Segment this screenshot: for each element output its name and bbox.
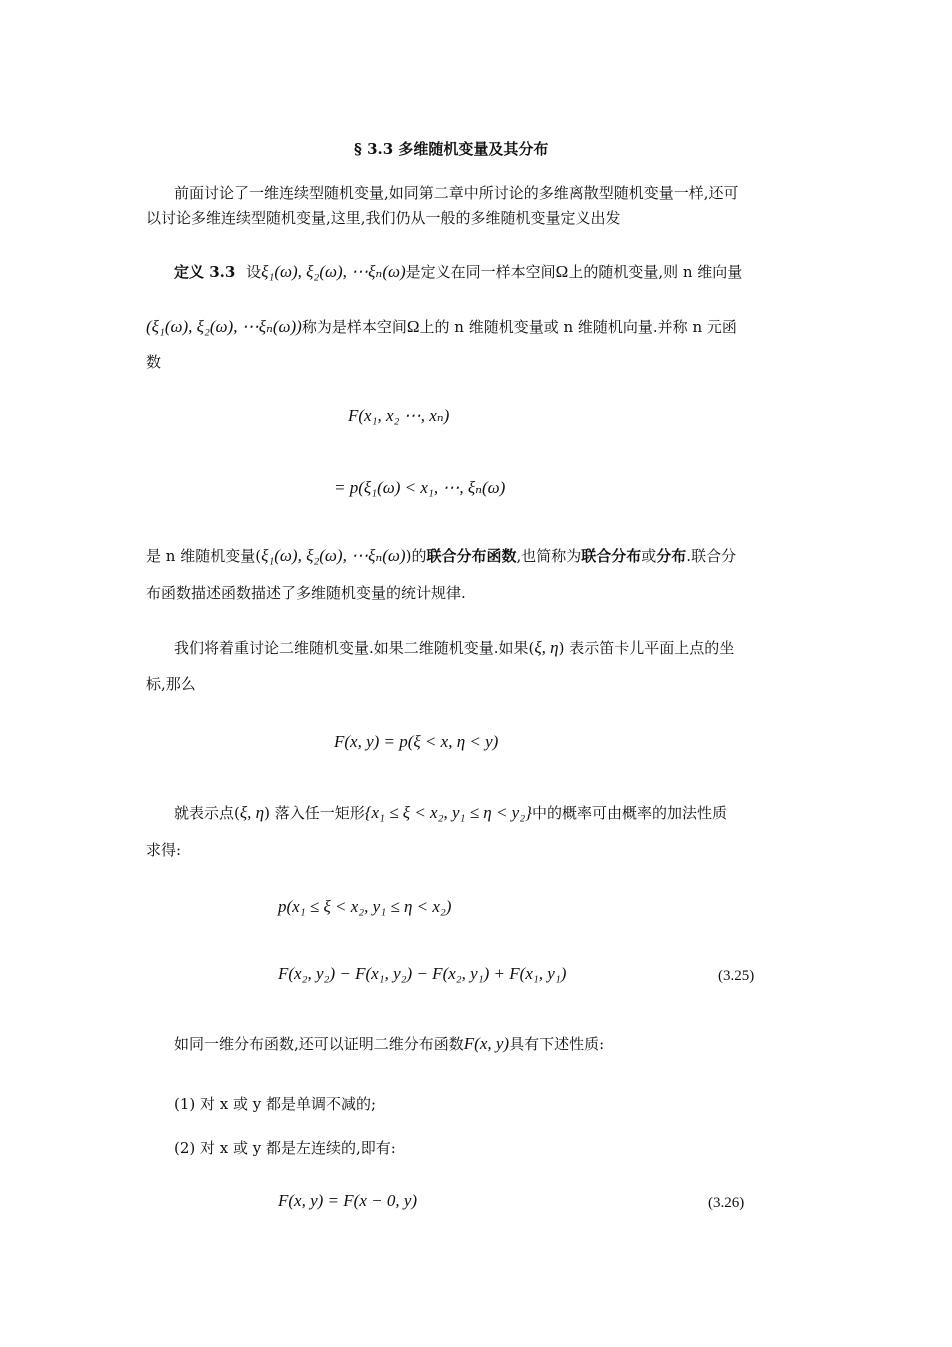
random-variables-formula: ξ₁(ω), ξ₂(ω), ⋯ξₙ(ω) — [261, 262, 406, 281]
paragraph-joint-line-1 — [146, 546, 736, 566]
paragraph-2d-line-2: 标,那么 — [146, 675, 196, 693]
omega-symbol: Ω — [406, 317, 420, 336]
text-span: 是 n 维随机变量( — [146, 547, 262, 565]
equation-rectangle-probability-expansion: F(x₂, y₂) − F(x₁, y₂) − F(x₂, y₁) + F(x₁, y₁) — [278, 964, 567, 983]
paragraph-intro-line-2: 以讨论多维连续型随机变量,这里,我们仍从一般的多维随机变量定义出发 — [146, 209, 621, 227]
omega-symbol: Ω — [555, 262, 569, 281]
rectangle-set-formula: {x₁ ≤ ξ < x₂, y₁ ≤ η < y₂} — [364, 803, 532, 822]
definition-text: 是定义在同一样本空间 — [405, 263, 556, 281]
equation-2d-cdf: F(x, y) = p(ξ < x, η < y) — [334, 732, 499, 751]
term-joint-distribution: 联合分布 — [581, 547, 642, 565]
equation-joint-cdf: F(x₁, x₂ ⋯, xₙ) — [348, 406, 450, 425]
term-joint-distribution-function: 联合分布函数 — [426, 547, 517, 565]
property-item-2: (2) 对 x 或 y 都是左连续的,即有: — [174, 1139, 396, 1157]
paragraph-intro-line-1: 前面讨论了一维连续型随机变量,如同第二章中所讨论的多维离散型随机变量一样,还可 — [174, 184, 739, 202]
text-span: 就表示点( — [174, 804, 240, 822]
text-span: 如同一维分布函数,还可以证明二维分布函数 — [174, 1035, 464, 1053]
paragraph-2d-line-1 — [174, 638, 734, 658]
equation-rectangle-probability: p(x₁ ≤ ξ < x₂, y₁ ≤ η < x₂) — [278, 897, 452, 916]
equation-joint-cdf-definition: = p(ξ₁(ω) < x₁, ⋯, ξₙ(ω) — [334, 478, 506, 497]
definition-label: 定义 3.3 — [174, 263, 236, 281]
text-span: 中的概率可由概率的加法性质 — [531, 804, 727, 822]
paragraph-rectangle-line-1 — [174, 803, 727, 823]
f-x-y-formula: F(x, y) — [463, 1034, 510, 1053]
definition-text: 上的随机变量,则 n 维向量 — [568, 263, 743, 281]
text-span: )的 — [405, 547, 427, 565]
text-span: 具有下述性质: — [509, 1035, 605, 1053]
definition-line-1 — [174, 262, 742, 282]
definition-line-2 — [146, 317, 737, 337]
text-span: .联合分 — [686, 547, 737, 565]
text-span: 或 — [641, 547, 657, 565]
xi-eta-pair: ξ, η — [534, 638, 559, 657]
equation-number-3-26: (3.26) — [708, 1195, 745, 1211]
definition-text: 称为是样本空间 — [301, 318, 407, 336]
text-span: ,也简称为 — [516, 547, 582, 565]
definition-text: 设 — [246, 263, 262, 281]
equation-number-3-25: (3.25) — [718, 968, 755, 984]
text-span: ) 表示笛卡儿平面上点的坐 — [558, 639, 735, 657]
term-distribution: 分布 — [656, 547, 687, 565]
paragraph-rectangle-line-2: 求得: — [146, 841, 182, 859]
xi-eta-pair: ξ, η — [239, 803, 265, 822]
equation-left-continuity: F(x, y) = F(x − 0, y) — [278, 1191, 418, 1210]
property-item-1: (1) 对 x 或 y 都是单调不减的; — [174, 1095, 377, 1113]
text-span: 我们将着重讨论二维随机变量.如果二维随机变量.如果( — [174, 639, 535, 657]
text-span: ) 落入任一矩形 — [264, 804, 365, 822]
random-vector-formula: (ξ₁(ω), ξ₂(ω), ⋯ξₙ(ω)) — [146, 317, 302, 336]
random-vector-formula: ξ₁(ω), ξ₂(ω), ⋯ξₙ(ω) — [261, 546, 406, 565]
definition-text: 上的 n 维随机变量或 n 维随机向量.并称 n 元函 — [419, 318, 737, 336]
paragraph-properties — [174, 1034, 604, 1054]
paragraph-joint-line-2: 布函数描述函数描述了多维随机变量的统计规律. — [146, 584, 466, 602]
definition-line-3: 数 — [146, 353, 162, 371]
section-title: § 3.3 多维随机变量及其分布 — [354, 140, 549, 158]
